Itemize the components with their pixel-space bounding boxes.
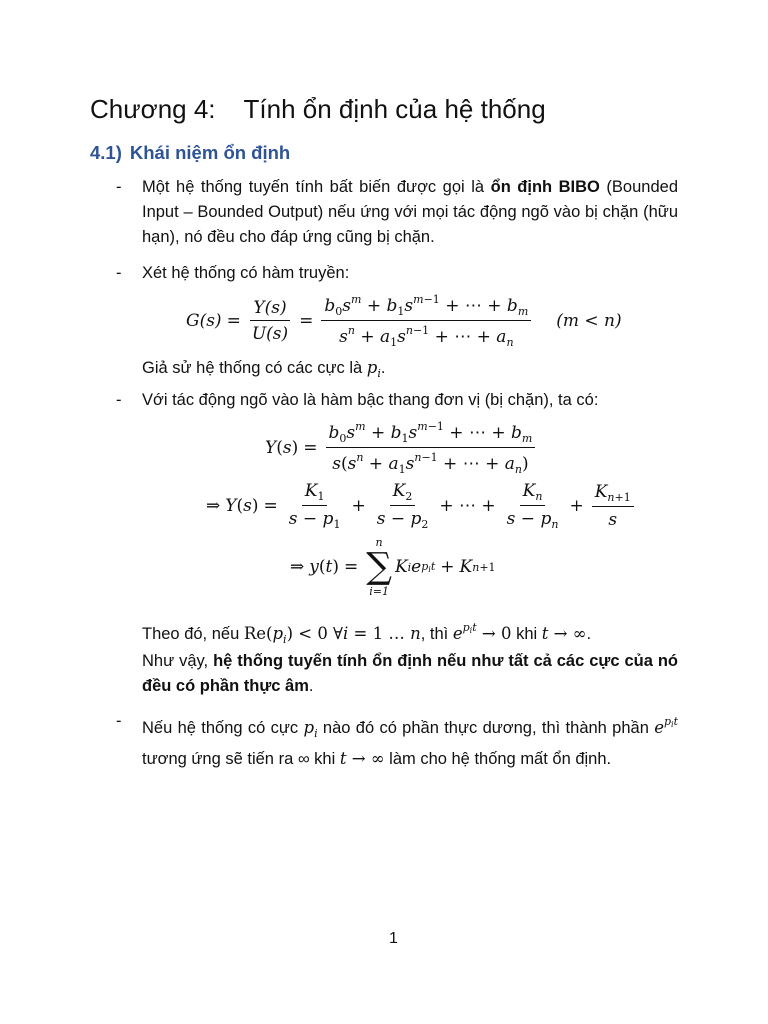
chapter-label: Chương 4:	[90, 94, 216, 124]
paragraph-poles: Giả sử hệ thống có các cực là $p_i$.	[142, 358, 386, 380]
equation-partial-fractions: ⇒ Y ( s ) = $\frac{K_1}{s - p_1}$ + $\frac{K_2}{s - p_2}$ + ⋯ + $\frac{K_n}{s - p_n}$ + $\frac{K_{n+1}}{s}$	[206, 481, 637, 531]
bullet-marker: -	[116, 712, 122, 730]
paragraph-stability-condition: Theo đó, nếu $Re(p_i) < 0$ ∀i = 1 … n, thì $e^{p_it} \to 0$ khi t → ∞.	[142, 621, 592, 646]
chapter-title	[90, 94, 546, 125]
section-number: 4.1)	[90, 142, 122, 163]
section-title	[90, 142, 290, 164]
equation-transfer-function: G(s) = $\frac{Y(s)}{U(s)}$ = $\frac{b_0s^m + b_1s^{m-1} + \cdots + b_m}{s^n + a_1s^{n-1} + \cdots + a_n}$ (m < n)	[186, 293, 622, 349]
paragraph-instability: Nếu hệ thống có cực $p_i$ nào đó có phần thực dương, thì thành phần $e^{p_it}$ tương ứng sẽ tiến ra ∞ khi t → ∞ làm cho hệ thống mất ổn định.	[142, 715, 678, 768]
equation-step-response: Y ( s ) = $\frac{b_0s^m + b_1s^{m-1} + \cdots + b_m}{s(s^n + a_1s^{n-1} + \cdots + a_n)}$	[265, 420, 538, 476]
paragraph-stability-conclusion: Như vậy, hệ thống tuyến tính ổn định nếu như tất cả các cực của nó đều có phần thực âm.	[142, 652, 678, 695]
bullet-marker: -	[116, 391, 122, 409]
section-heading: Khái niệm ổn định	[129, 142, 291, 163]
page-number: 1	[389, 930, 398, 947]
stability-statement: hệ thống tuyến tính ổn định nếu như tất cả các cực của nó đều có phần thực âm	[142, 652, 678, 695]
paragraph-step-input: Với tác động ngõ vào là hàm bậc thang đơn vị (bị chặn), ta có:	[142, 391, 599, 409]
equation-time-response: ⇒ y ( t ) = n ∑ i=1 K i e $p_it$ + K n+1	[290, 536, 496, 598]
chapter-heading: Tính ổn định của hệ thống	[243, 94, 546, 124]
bullet-marker: -	[116, 264, 122, 282]
paragraph-transfer-function-intro: Xét hệ thống có hàm truyền:	[142, 264, 350, 282]
bibo-term: ổn định BIBO	[490, 178, 600, 196]
paragraph-bibo-definition: Một hệ thống tuyến tính bất biến được gọi là ổn định BIBO (Bounded Input – Bounded Output) nếu ứng với mọi tác động ngõ vào bị chặn (hữu hạn), nó đều cho đáp ứng cũng bị chặn.	[142, 178, 678, 246]
bullet-marker: -	[116, 178, 122, 196]
